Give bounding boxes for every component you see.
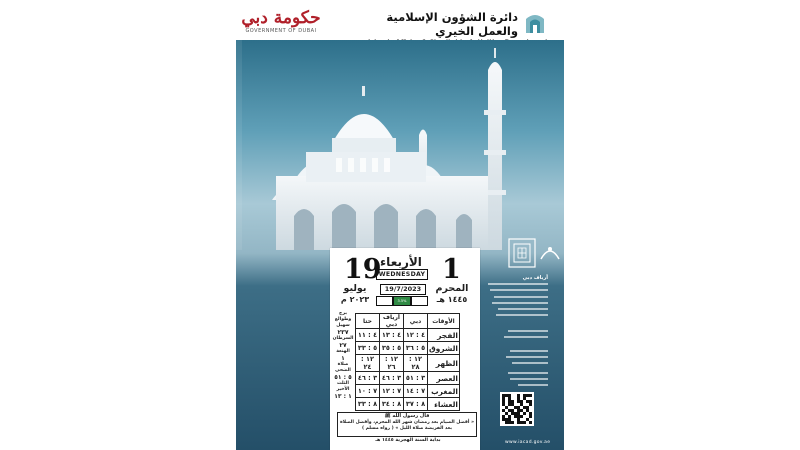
table-row (356, 342, 460, 355)
prayer-times-table (355, 313, 460, 411)
right-panel-text-line (510, 378, 548, 380)
prayer-time-dubai: ١٢ : ٢٨ (404, 355, 428, 372)
gregorian-year: ٢٠٢٣ م (340, 295, 370, 304)
gregorian-month: يوليو (343, 283, 367, 294)
holiday-text-line (32, 272, 92, 274)
col-header-hatta: حتا (356, 314, 380, 329)
hijri-year-note: بداية السنة الهجرية ١٤٤٥ هـ (375, 438, 441, 443)
side-value: ١ (341, 355, 345, 362)
right-panel-text-line (510, 350, 548, 352)
right-panel-text-line (494, 296, 548, 298)
prayer-time-hatta: ٤ : ١١ (356, 329, 380, 342)
right-panel-text-line (508, 372, 548, 374)
government-of-dubai-logo (236, 8, 326, 35)
hadith-box (337, 412, 477, 437)
prayer-time-rural: ٥ : ٣٥ (380, 342, 404, 355)
mini-cell-highlight: 3.5% (393, 296, 410, 306)
prayer-time-rural: ٧ : ١٢ (380, 385, 404, 398)
holiday-text-line (26, 352, 92, 354)
table-row (356, 355, 460, 372)
holiday-text-line (35, 332, 92, 334)
moon-phase-table (376, 296, 428, 306)
prayer-time-dubai: ٨ : ٣٧ (404, 398, 428, 411)
holiday-text-line (40, 299, 92, 301)
prayer-name: الفجر (428, 329, 460, 342)
right-panel-text-line (512, 362, 548, 364)
website-link[interactable]: www.iacad.gov.ae (505, 440, 551, 445)
qr-code-icon (502, 394, 532, 424)
holiday-text-line (28, 259, 92, 261)
holiday-text-line (31, 319, 92, 321)
table-header-row (356, 314, 460, 329)
table-row (356, 329, 460, 342)
side-label: الهنعة (336, 349, 350, 354)
prayer-time-hatta: ٥ : ٣٣ (356, 342, 380, 355)
side-label: سهيل (336, 323, 350, 328)
department-name-arabic: دائرة الشؤون الإسلامية والعمل الخيري (386, 10, 518, 38)
holiday-text-line (13, 359, 92, 361)
holidays-title: العطلات الرسمية (34, 180, 102, 189)
prayer-time-dubai: ٧ : ١٤ (404, 385, 428, 398)
holiday-text-line (70, 246, 92, 248)
right-panel-text-line (508, 330, 548, 332)
holiday-text-line (70, 366, 92, 368)
col-header-times: الأوقات (428, 314, 460, 329)
weekday-english: WEDNESDAY (376, 269, 428, 280)
holiday-text-line (20, 232, 92, 234)
right-panel-text-line (518, 384, 548, 386)
brand-mark-icon (538, 241, 562, 263)
side-label: الثلث الأخير (336, 381, 350, 392)
table-row (356, 372, 460, 385)
prayer-time-dubai: ٣ : ٥١ (404, 372, 428, 385)
holiday-text-line (70, 206, 92, 208)
weekday-arabic: الأربعاء (380, 255, 422, 269)
numeric-date: 19/7/2023 (380, 284, 426, 295)
right-panel-text-line (506, 356, 548, 358)
mini-cell (411, 296, 428, 306)
prayer-name: العصر (428, 372, 460, 385)
prayer-time-dubai: ٤ : ١٢ (404, 329, 428, 342)
holiday-text-line (63, 306, 92, 308)
holiday-text-line (41, 252, 92, 254)
right-panel-text-line (488, 283, 548, 285)
table-row (356, 398, 460, 411)
table-row (356, 385, 460, 398)
holiday-text-line (14, 312, 92, 314)
holidays-list (0, 178, 100, 410)
holiday-text-line (63, 346, 92, 348)
holiday-text-line (22, 339, 92, 341)
right-panel-text-line (492, 302, 548, 304)
prayer-time-hatta: ٧ : ١٠ (356, 385, 380, 398)
mini-cell (376, 296, 393, 306)
prayer-name: الظهر (428, 355, 460, 372)
prayer-name: الشروق (428, 343, 458, 353)
side-label: برج وطوالع (334, 311, 352, 322)
gov-logo-arabic: حكومة دبي (241, 8, 321, 28)
hijri-year: ١٤٤٥ هـ (436, 295, 468, 304)
prayer-time-hatta: ١٢ : ٢٤ (356, 355, 380, 372)
mosque-photo (236, 40, 564, 250)
right-panel-text-line (498, 308, 548, 310)
side-label: السرطان (332, 336, 354, 341)
prayer-time-rural: ٤ : ١٣ (380, 329, 404, 342)
qr-code[interactable] (500, 392, 534, 426)
hijri-month: المحرم (435, 283, 469, 294)
gregorian-day: 19 (344, 254, 382, 285)
stars-info-box (331, 311, 355, 400)
right-panel-text-line (490, 289, 548, 291)
prayer-name: العشاء (428, 398, 460, 411)
side-label: صلاة الضحى (335, 362, 351, 373)
holiday-text-line (63, 226, 92, 228)
department-logo-icon (522, 9, 548, 37)
arabesque-pattern-icon (508, 238, 536, 268)
holiday-text-line (37, 239, 92, 241)
prayer-time-rural: ٣ : ٤٦ (380, 372, 404, 385)
holiday-text-line (70, 286, 92, 288)
side-value: ١ : ١٣ (334, 393, 352, 400)
side-value: ٢٣٧ (337, 329, 349, 336)
holiday-text-line (17, 372, 92, 374)
prayer-time-hatta: ٨ : ٣٣ (356, 398, 380, 411)
right-panel-title: أرياف دبي (522, 275, 548, 281)
right-panel-text-line (496, 314, 548, 316)
scan-edge (236, 40, 242, 250)
holiday-text-line (23, 292, 92, 294)
side-value: ٢٧ (339, 342, 347, 349)
side-value: ٥ : ٥١ (334, 374, 352, 381)
prayer-time-rural: ١٢ : ٢٦ (380, 355, 404, 372)
prayer-name: المغرب (428, 385, 460, 398)
col-header-rural: أرياف دبي (380, 314, 404, 329)
right-panel-text-line (504, 336, 548, 338)
holiday-text-line (16, 219, 92, 221)
prayer-time-dubai: ٥ : ٣٦ (404, 342, 428, 355)
prayer-time-rural: ٨ : ٣٤ (380, 398, 404, 411)
prayer-time-hatta: ٣ : ٤٦ (356, 372, 380, 385)
hijri-day: 1 (442, 254, 461, 285)
holiday-text-line (63, 266, 92, 268)
holiday-text-line (19, 279, 92, 281)
gov-logo-english: GOVERNMENT OF DUBAI (245, 28, 317, 34)
col-header-dubai: دبي (404, 314, 428, 329)
hadith-text: « أفضل الصيام بعد رمضان شهر الله المحرم، وأفضل الصلاة بعد الفريضة صلاة الليل » ( رواه مسلم ) (339, 420, 475, 431)
holiday-text-line (29, 212, 92, 214)
holiday-text-line (70, 326, 92, 328)
hadith-heading: قال رسول الله ﷺ (384, 413, 430, 419)
